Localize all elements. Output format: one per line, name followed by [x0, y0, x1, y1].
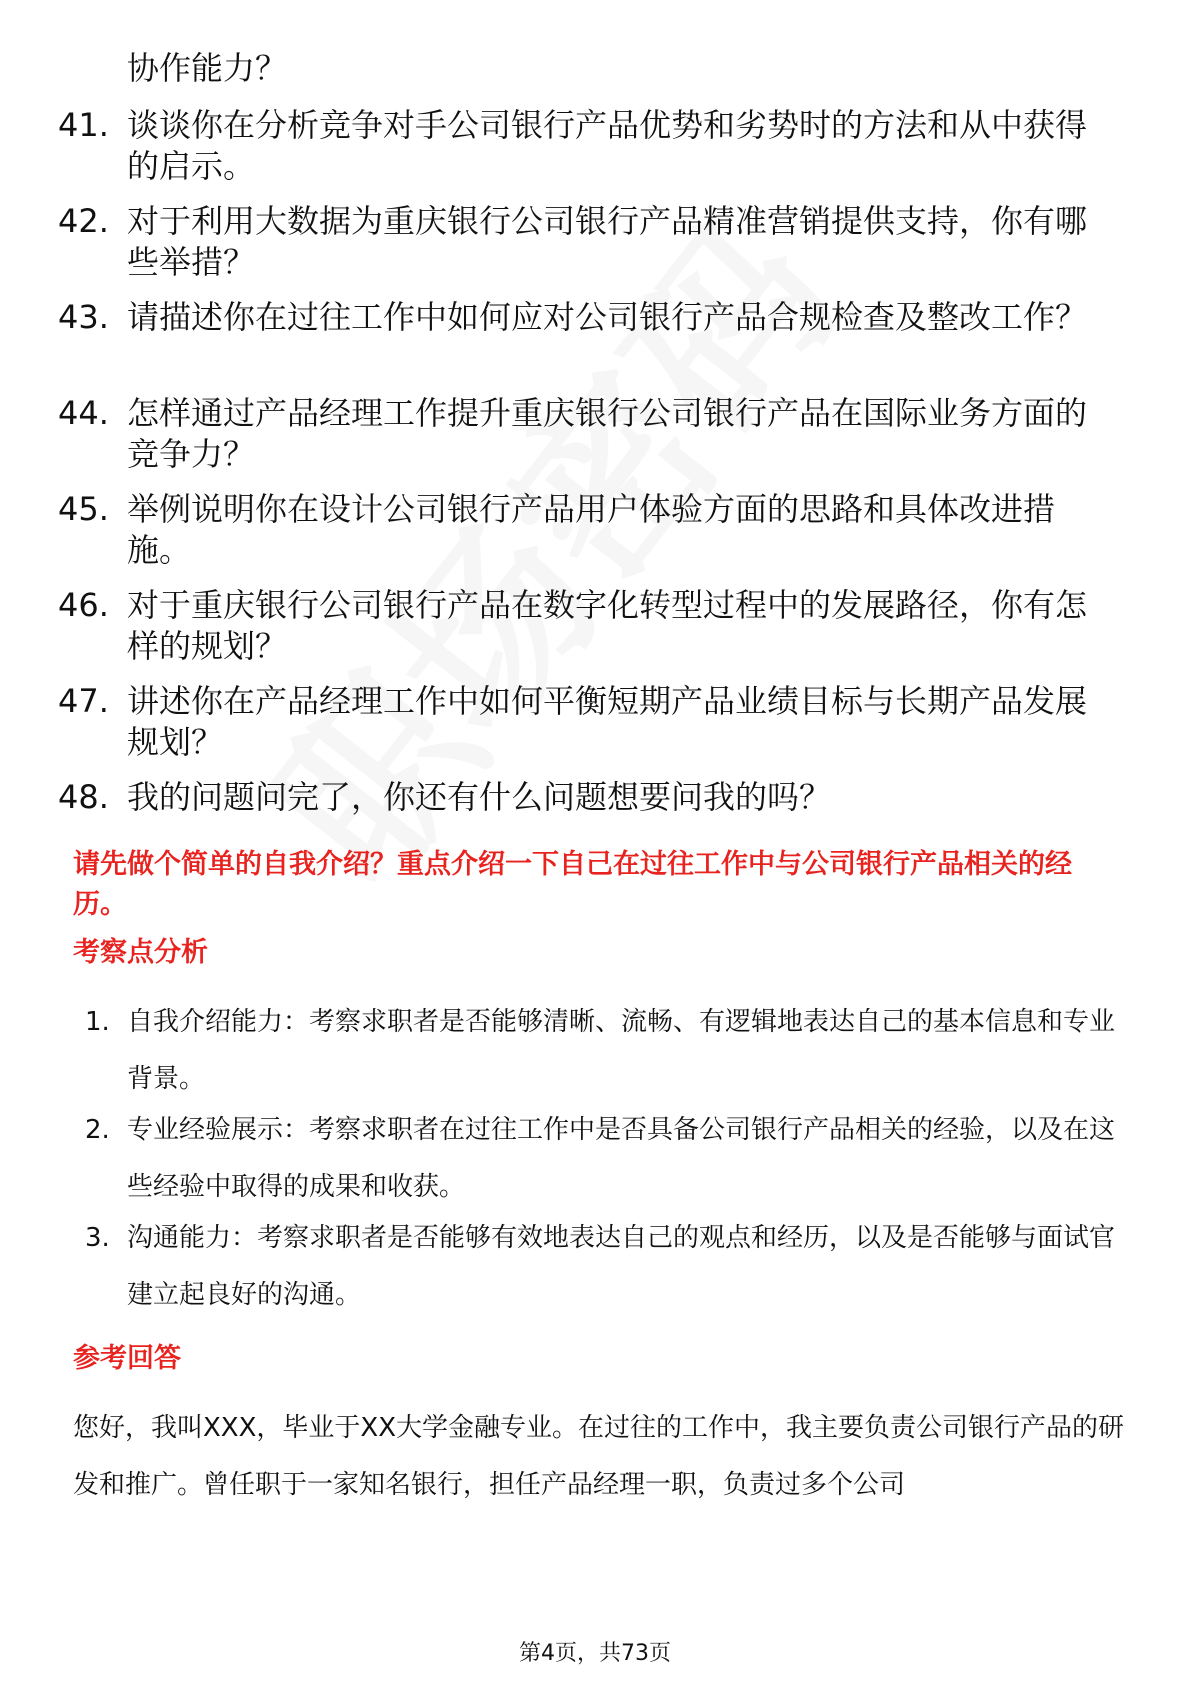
question-text: 举例说明你在设计公司银行产品用户体验方面的思路和具体改进措施。 [127, 490, 1056, 569]
question-number: 45. [58, 490, 109, 528]
analysis-point-text: 专业经验展示：考察求职者在过往工作中是否具备公司银行产品相关的经验，以及在这些经验中取得的成果和收获。 [127, 1115, 1116, 1202]
analysis-point-text: 自我介绍能力：考察求职者是否能够清晰、流畅、有逻辑地表达自己的基本信息和专业背景。 [127, 1007, 1116, 1094]
question-text: 讲述你在产品经理工作中如何平衡短期产品业绩目标与长期产品发展规划？ [127, 682, 1088, 761]
analysis-point-number: 2. [85, 1115, 110, 1145]
analysis-point-number: 1. [85, 1007, 110, 1037]
question-number: 44. [58, 394, 109, 432]
answer-heading: 参考回答 [73, 1343, 181, 1374]
page-footer: 第4页，共73页 [519, 1641, 671, 1666]
analysis-point-text: 沟通能力：考察求职者是否能够有效地表达自己的观点和经历，以及是否能够与面试官建立起良好的沟通。 [127, 1223, 1116, 1310]
answer-paragraph: 您好，我叫XXX，毕业于XX大学金融专业。在过往的工作中，我主要负责公司银行产品的研发和推广。曾任职于一家知名银行，担任产品经理一职，负责过多个公司 [73, 1413, 1125, 1500]
question-text: 我的问题问完了，你还有什么问题想要问我的吗？ [127, 778, 832, 816]
question-number: 42. [58, 202, 109, 240]
question-number: 47. [58, 682, 109, 720]
analysis-heading: 考察点分析 [73, 937, 208, 968]
question-number: 46. [58, 586, 109, 624]
question-text: 谈谈你在分析竞争对手公司银行产品优势和劣势时的方法和从中获得的启示。 [127, 106, 1088, 185]
question-number: 43. [58, 298, 109, 336]
question-text: 请描述你在过往工作中如何应对公司银行产品合规检查及整改工作？ [127, 298, 1088, 336]
question-number: 41. [58, 106, 109, 144]
highlight-question: 请先做个简单的自我介绍？重点介绍一下自己在过往工作中与公司银行产品相关的经历。 [73, 849, 1072, 920]
question-text: 对于重庆银行公司银行产品在数字化转型过程中的发展路径，你有怎样的规划？ [127, 586, 1088, 665]
analysis-point-number: 3. [85, 1223, 110, 1253]
question-text: 怎样通过产品经理工作提升重庆银行公司银行产品在国际业务方面的竞争力？ [127, 394, 1088, 473]
question-text: 对于利用大数据为重庆银行公司银行产品精准营销提供支持，你有哪些举措？ [127, 202, 1088, 281]
question-number: 48. [58, 778, 109, 816]
